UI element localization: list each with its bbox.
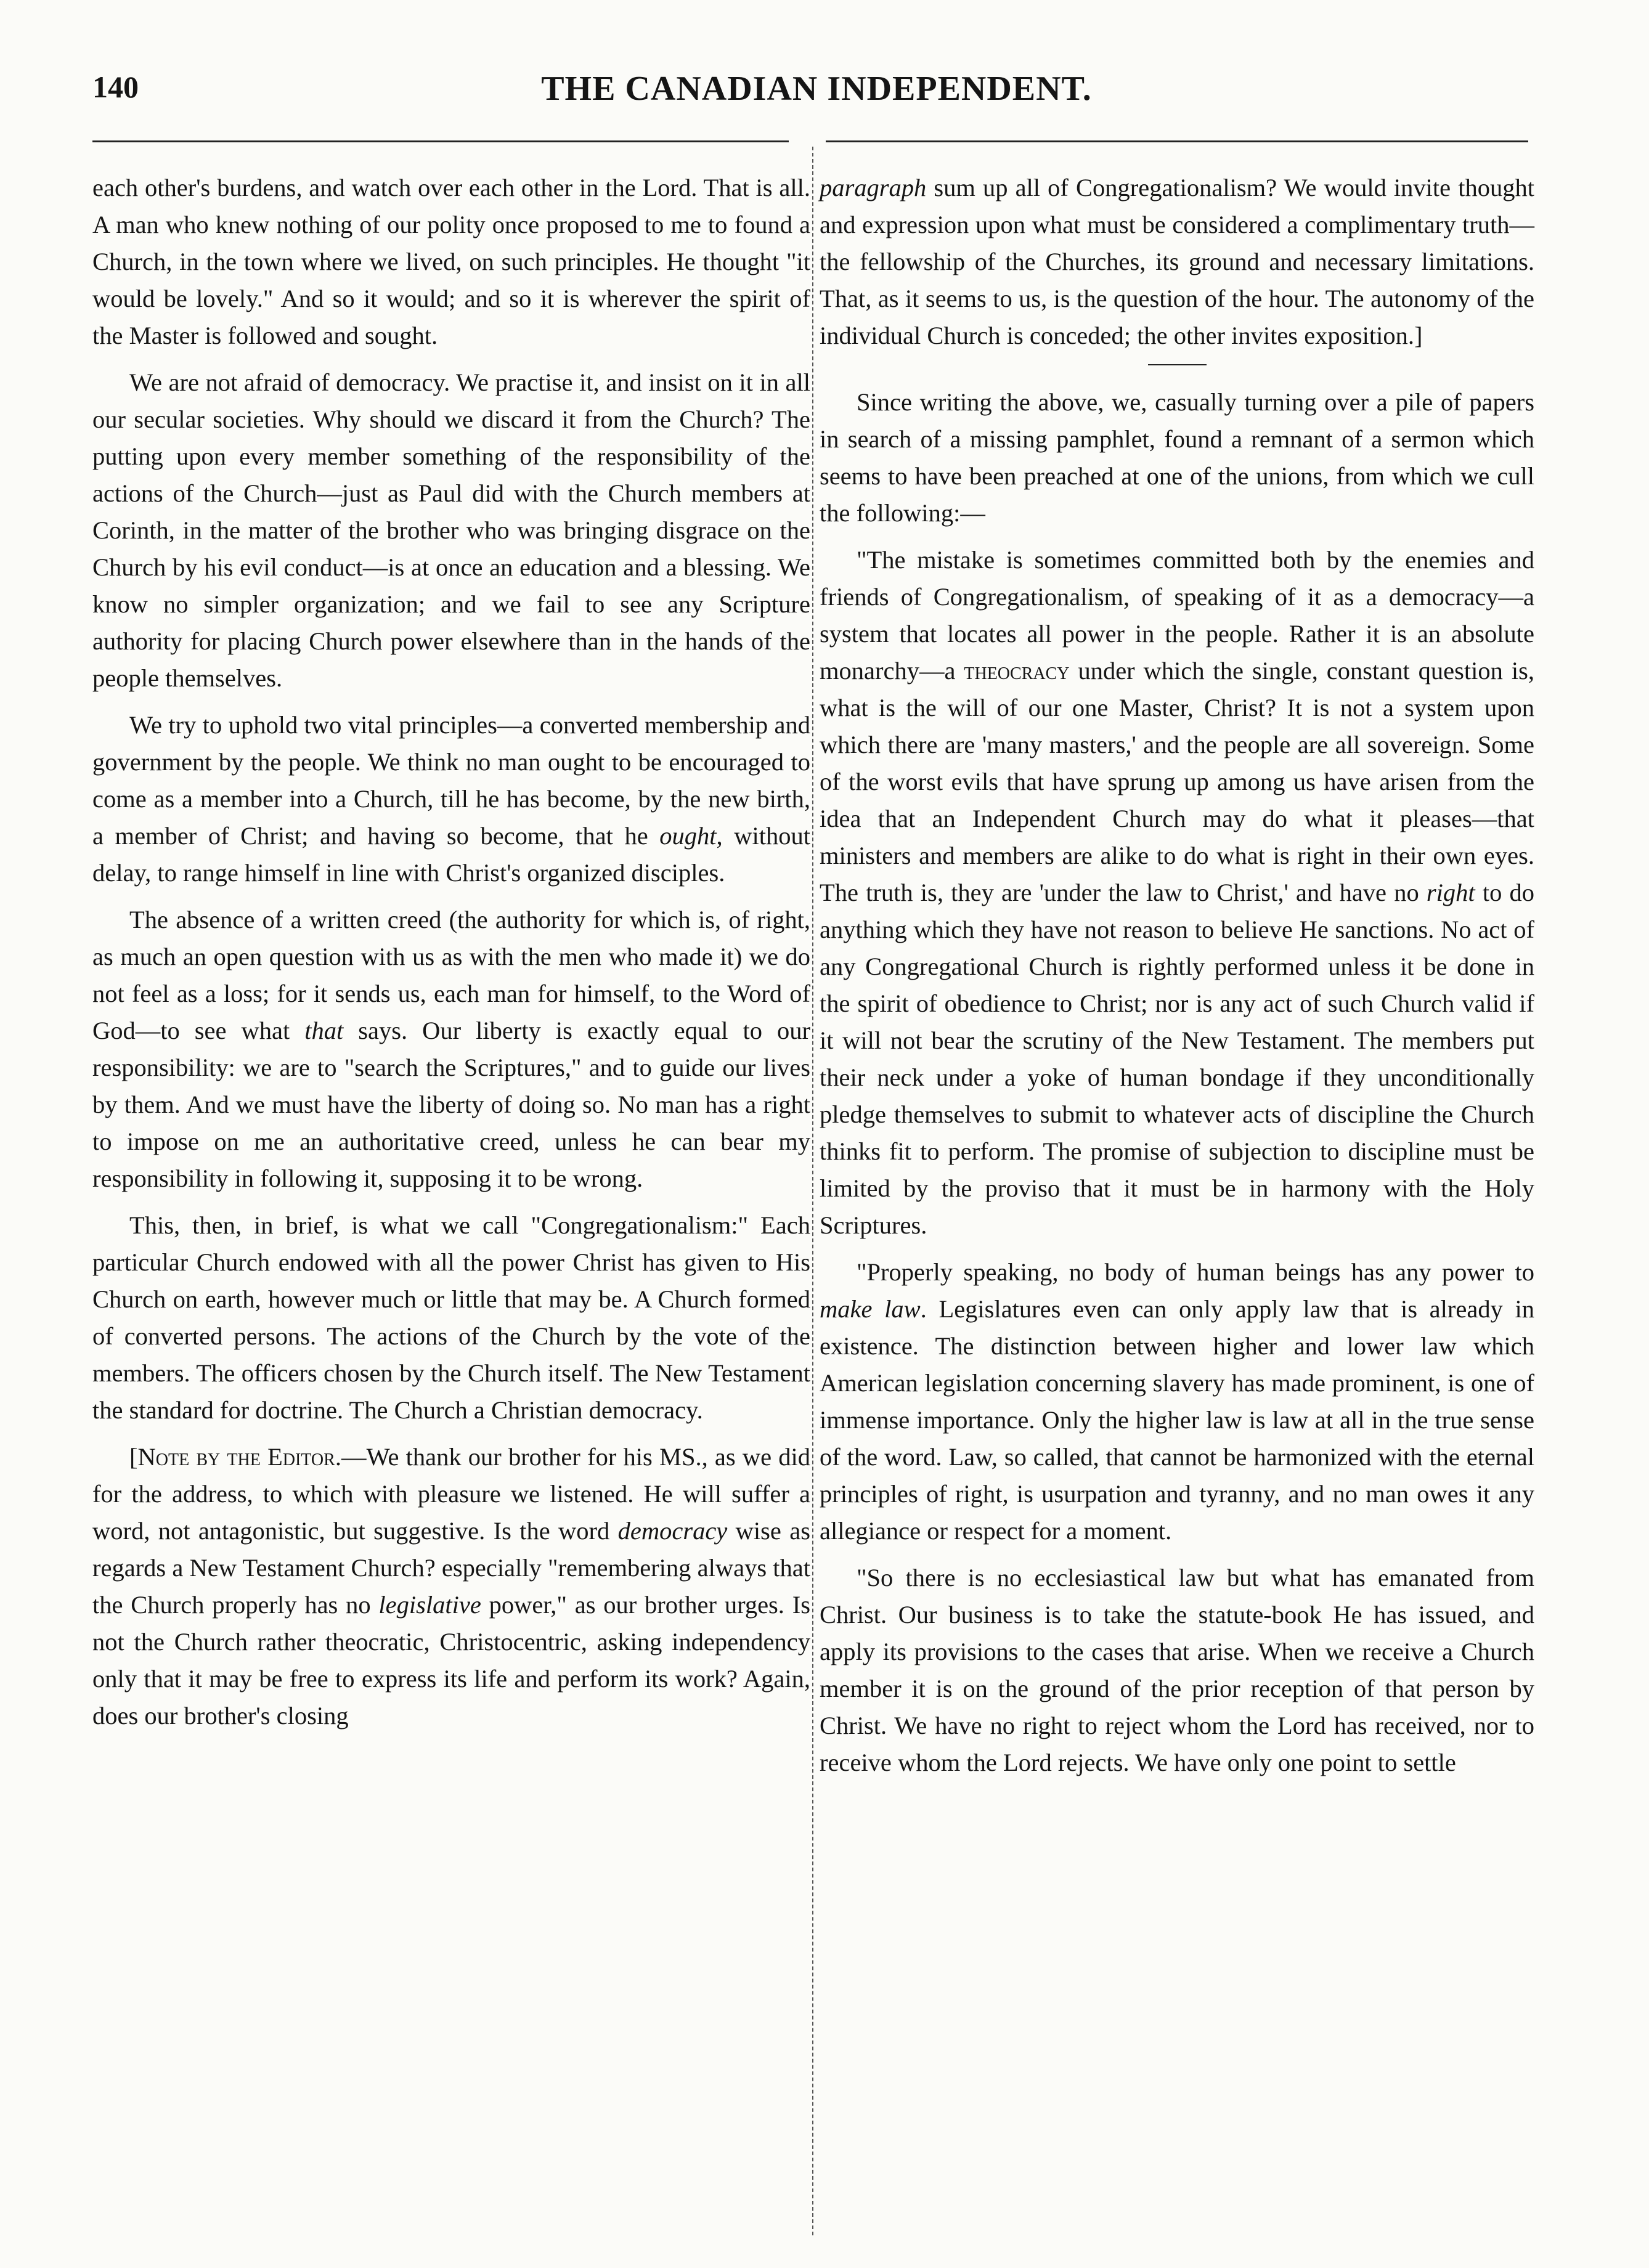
section-divider bbox=[1148, 364, 1207, 365]
paragraph-5: This, then, in brief, is what we call "Congregationalism:" Each particular Church endowed with all the power Christ has given to His Church on earth, however much or little that may be. A Church formed of converted persons. The actions of the Church by the vote of the members. The officers chosen by the Church itself. The New Testament the standard for doctrine. The Church a Christian democracy. bbox=[92, 1211, 810, 1424]
page-number: 140 bbox=[92, 70, 139, 104]
quote-intro: Since writing the above, we, casually turning over a pile of papers in search of a missing pamphlet, found a remnant of a sermon which seems to have been preached at one of the unions, from which we cull the following:— bbox=[820, 388, 1534, 527]
quote-paragraph-3: "So there is no ecclesiastical law but what has emanated from Christ. Our business is to take the statute-book He has issued, and apply its provisions to the cases that arise. When we receive a Church member it is on the ground of the prior reception of that person by Christ. We have no right to reject whom the Lord has received, nor to receive whom the Lord rejects. We have only one point to settle bbox=[820, 1564, 1534, 1776]
header-rule-right bbox=[826, 140, 1528, 142]
page-header bbox=[92, 69, 1541, 124]
quote-paragraph-2: "Properly speaking, no body of human beings has any power to make law. Legislatures even can only apply law that is already in existence. The distinction between higher and lower law which American legislation concerning slavery has made prominent, is one of immense importance. Only the higher law is law at all in the true sense of the word. Law, so called, that cannot be harmonized with the eternal principles of right, is usurpation and tyranny, and no man owes it any allegiance or respect for a moment. bbox=[820, 1258, 1534, 1545]
paragraph-3: We try to uphold two vital principles—a converted membership and government by the people. We think no man ought to be encouraged to come as a member into a Church, till he has become, by the new birth, a member of Christ; and having so become, that he ought, without delay, to range himself in line with Christ's organized disciples. bbox=[92, 711, 810, 887]
editor-note-continued: paragraph sum up all of Congregationalism? We would invite thought and expression upon what must be considered a complimentary truth—the fellowship of the Churches, its ground and necessary limitations. That, as it seems to us, is the question of the hour. The autonomy of the individual Church is conceded; the other invites exposition.] bbox=[820, 174, 1534, 349]
paragraph-2: We are not afraid of democracy. We practise it, and insist on it in all our secular societies. Why should we discard it from the Church? The putting upon every member something of the responsibility of the actions of the Church—just as Paul did with the Church members at Corinth, in the matter of the brother who was bringing disgrace on the Church by his evil conduct—is at once an education and a blessing. We know no simpler organization; and we fail to see any Scripture authority for placing Church power elsewhere than in the hands of the people themselves. bbox=[92, 368, 810, 692]
paragraph-1: each other's burdens, and watch over each other in the Lord. That is all. A man who knew nothing of our polity once proposed to me to found a Church, in the town where we lived, on such principles. He thought "it would be lovely." And so it would; and so it is wherever the spirit of the Master is followed and sought. bbox=[92, 174, 810, 349]
column-divider bbox=[812, 147, 813, 2235]
editor-note-label: Note by the Editor. bbox=[137, 1443, 341, 1471]
paragraph-4: The absence of a written creed (the authority for which is, of right, as much an open question with us as with the men who made it) we do not feel as a loss; for it sends us, each man for himself, to the Word of God—to see what that says. Our liberty is exactly equal to our responsibility: we are to "search the Scriptures," and to guide our lives by them. And we must have the liberty of doing so. No man has a right to impose on me an authoritative creed, unless he can bear my responsibility in following it, supposing it to be wrong. bbox=[92, 906, 810, 1192]
right-column bbox=[820, 169, 1534, 1791]
header-rule-left bbox=[92, 140, 789, 142]
left-column bbox=[92, 169, 810, 1744]
journal-title: THE CANADIAN INDEPENDENT. bbox=[541, 70, 1092, 108]
editor-note: [Note by the Editor.—We thank our brother for his MS., as we did for the address, to which with pleasure we listened. He will suffer a word, not antagonistic, but suggestive. Is the word democracy wise as regards a New Testament Church? especially "remembering always that the Church properly has no legislative power," as our brother urges. Is not the Church rather theocratic, Christocentric, asking independency only that it may be free to express its life and perform its work? Again, does our brother's closing bbox=[92, 1443, 810, 1729]
quote-paragraph-1: "The mistake is sometimes committed both by the enemies and friends of Congregationalism, of speaking of it as a democracy—a system that locates all power in the people. Rather it is an absolute monarchy—a theocracy under which the single, constant question is, what is the will of our one Master, Christ? It is not a system upon which there are 'many masters,' and the people are all sovereign. Some of the worst evils that have sprung up among us have arisen from the idea that an Independent Church may do what it pleases—that ministers and members are alike to do what is right in their own eyes. The truth is, they are 'under the law to Christ,' and have no right to do anything which they have not reason to believe He sanctions. No act of any Congregational Church is rightly performed unless it be done in the spirit of obedience to Christ; nor is any act of such Church valid if it will not bear the scrutiny of the New Testament. The members put their neck under a yoke of human bondage if they unconditionally pledge themselves to submit to whatever acts of discipline the Church thinks fit to perform. The promise of subjection to discipline must be limited by the proviso that it must be in harmony with the Holy Scriptures. bbox=[820, 546, 1534, 1239]
